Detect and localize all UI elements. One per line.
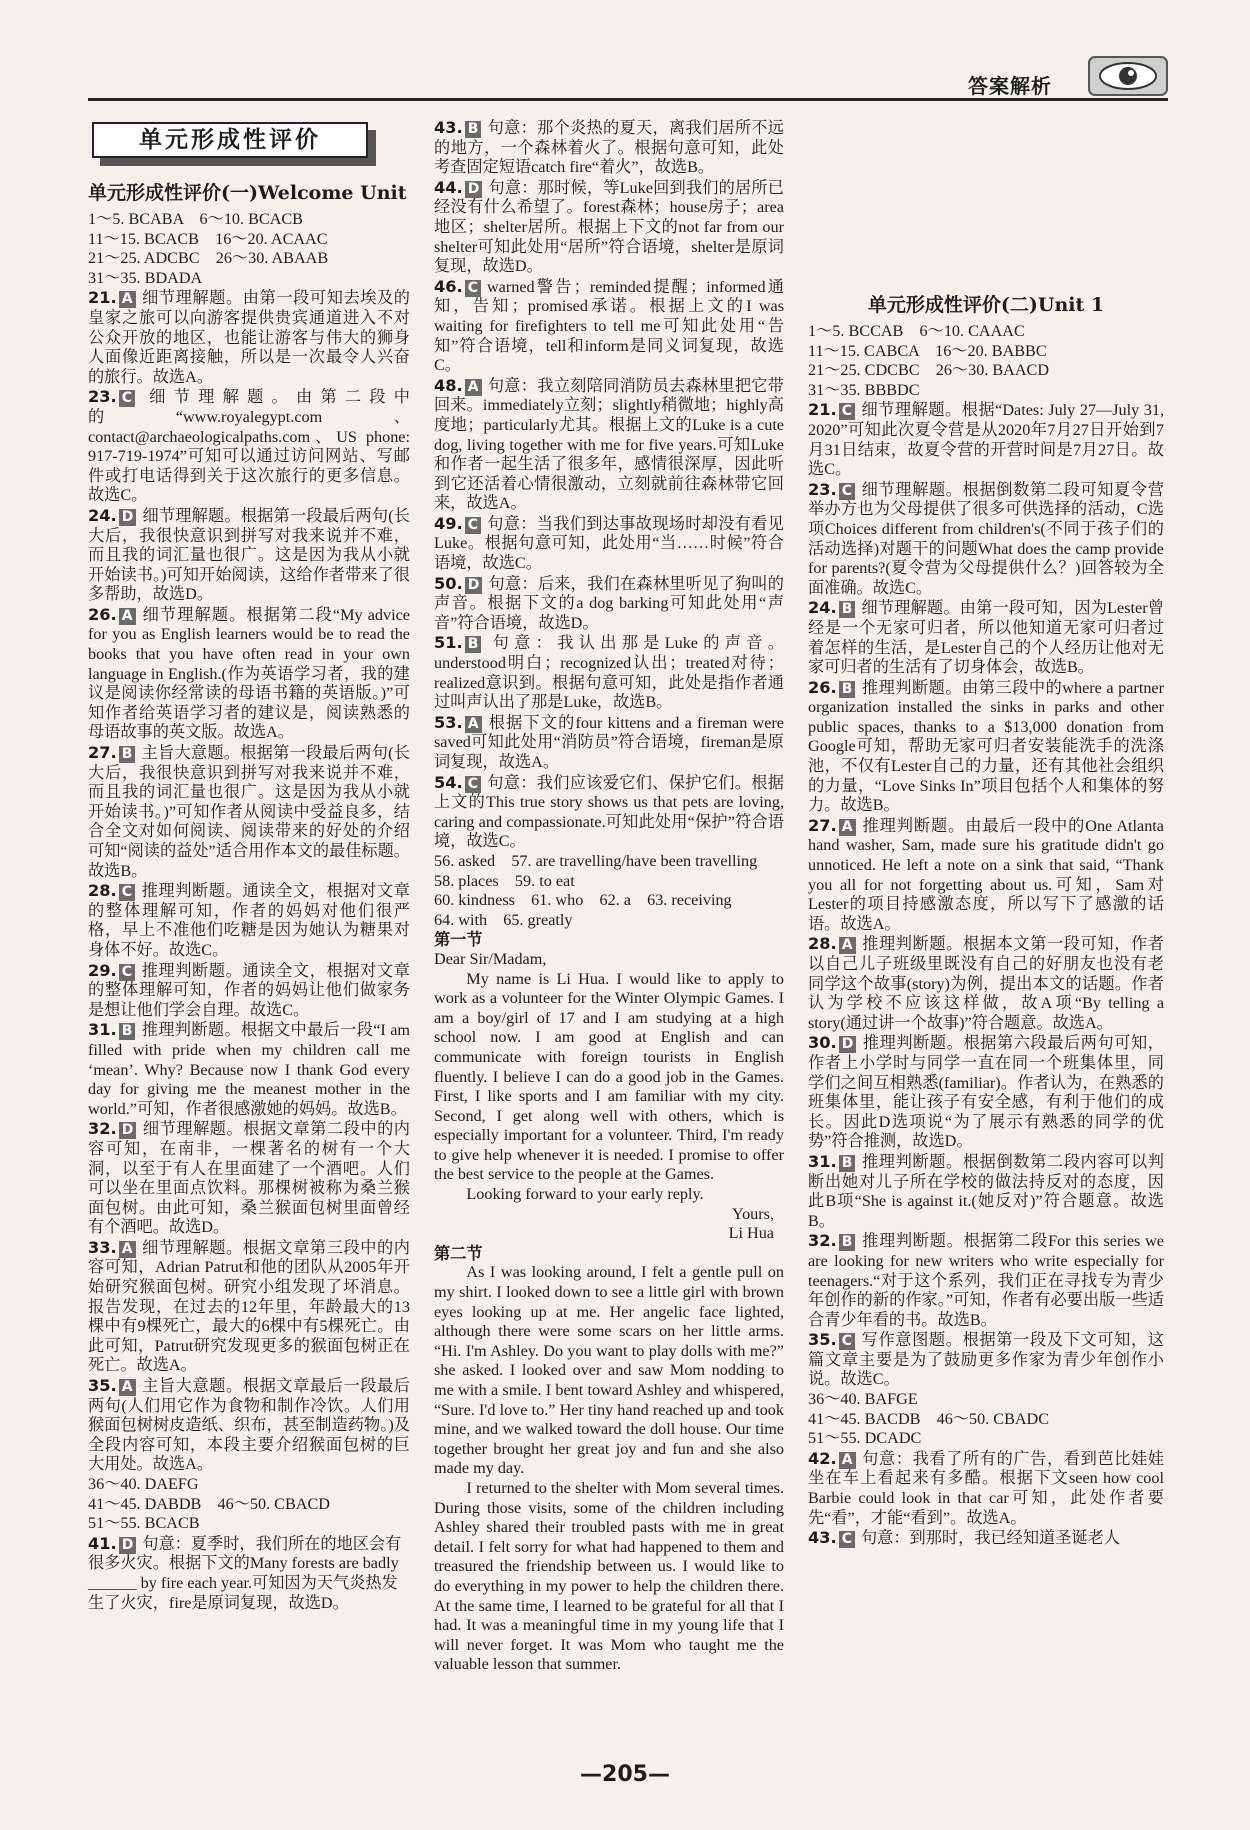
explanation-text: 推理判断题。由最后一段中的One Atlanta hand washer, Sam, made sure his gratitude didn't go unnoticed. He left a note on a sink that said, “Thank you all for not forgetting about us.可知，Sam对Lester的项目持感激态度，所以写下了感激的话语。故选A。	[808, 816, 1164, 933]
explanation-text: 细节理解题。根据“Dates: July 27—July 31, 2020”可知此次夏令营是从2020年7月27日开始到7月31日结束，故夏令营的开营时间是7月27日。故选C。	[808, 401, 1164, 479]
answer-letter: C	[465, 517, 481, 534]
question-number: 28.	[808, 934, 837, 954]
question-number: 54.	[434, 772, 463, 792]
section-banner: 单元形成性评价	[92, 122, 378, 166]
explanation-item	[88, 1020, 410, 1119]
explanation-item	[434, 514, 784, 574]
question-number: 48.	[434, 375, 463, 395]
explanation-item	[434, 713, 784, 773]
question-number: 49.	[434, 513, 463, 533]
answer-line: 21～25. ADCBC 26～30. ABAAB	[88, 249, 329, 268]
answer-line: 11～15. BCACB 16～20. ACAAC	[88, 229, 328, 248]
explanation-text: 细节理解题。根据文章第三段中的内容可知，Adrian Patrut和他的团队从2005年开始研究猴面包树。研究小组发现了坏消息。报告发现，在过去的12年里，年龄最大的13棵中有9棵死亡，最大的6棵中有5棵死亡。由此可知，Patrut研究发现更多的猴面包树正在死亡。故选A。	[88, 1238, 410, 1375]
explanation-item	[88, 743, 410, 881]
question-number: 43.	[808, 1528, 837, 1548]
explanation-item	[88, 881, 410, 960]
answer-letter: A	[119, 608, 136, 625]
unit-title: 单元形成性评价(一)Welcome Unit	[88, 182, 407, 204]
column-3	[808, 118, 1164, 1549]
explanation-item	[88, 387, 410, 506]
answer-key	[808, 322, 1164, 400]
question-number: 33.	[88, 1237, 117, 1257]
answer-letter: A	[465, 716, 482, 733]
answer-letter: A	[119, 1379, 136, 1396]
answer-line: 36～40. DAEFG	[88, 1475, 199, 1493]
answer-line: 64. with 65. greatly	[434, 910, 573, 929]
question-number: 46.	[434, 276, 463, 296]
explanation-text: 句意：我认出那是Luke的声音。understood明白；recognized认出；treated对待；realized意识到。根据句意可知，此处是指作者通过叫声认出了那是Luke，故选B。	[434, 634, 784, 712]
answer-letter: D	[119, 509, 137, 526]
answer-letter: B	[119, 1023, 136, 1040]
answer-letter: A	[839, 819, 856, 836]
answer-line: 1～5. BCABA 6～10. BCACB	[88, 210, 303, 228]
answer-letter: C	[119, 884, 135, 901]
question-number: 32.	[88, 1119, 117, 1139]
answer-line: 1～5. BCCAB 6～10. CAAAC	[808, 322, 1025, 340]
question-number: 23.	[88, 387, 117, 407]
question-number: 42.	[808, 1448, 837, 1468]
answer-letter: B	[465, 636, 482, 653]
question-number: 44.	[434, 177, 463, 197]
answer-line: 51～55. DCADC	[808, 1429, 922, 1448]
explanations	[434, 118, 784, 852]
answer-line: 41～45. DABDB 46～50. CBACD	[88, 1494, 330, 1513]
letter-body: My name is Li Hua. I would like to apply to work as a volunteer for the Winter Olympic Games. I am a boy/girl of 17 and I am studying at a high school now. I am good at English and can communicate with foreign tourists in English fluently. I believe I can do a good job in the Games. First, I like sports and I am familiar with my city. Second, I get along well with others, which is especially important for a volunteer. Third, I'm ready to give help whenever it is needed. I promise to offer the best service to the people at the Games.	[434, 969, 784, 1184]
answer-letter: B	[465, 121, 482, 138]
answer-letter: B	[839, 601, 856, 618]
question-number: 21.	[808, 400, 837, 420]
page-number: —205—	[580, 1762, 670, 1787]
answer-letter: A	[839, 937, 856, 954]
question-number: 35.	[88, 1376, 117, 1396]
explanation-text: warned警告；reminded提醒；informed通知，告知；promised承诺。根据上文的I was waiting for firefighters to tell me可知此处用“告知”符合语境，tell和inform是同义词复现，故选C。	[434, 277, 784, 375]
answer-letter: D	[839, 1036, 857, 1053]
answer-key	[434, 852, 784, 930]
explanation-text: 细节理解题。根据第一段最后两句(长大后，我很快意识到拼写对我来说并不难，而且我的词汇量也很广。这是因为我从小就开始读书。)可知开始阅读，这给作者带来了很多帮助，故选D。	[88, 506, 410, 604]
explanation-item	[88, 1376, 410, 1475]
answer-letter: C	[839, 1333, 855, 1350]
question-number: 21.	[88, 288, 117, 308]
answer-letter: D	[465, 577, 483, 594]
answer-key	[88, 1475, 410, 1534]
answer-letter: C	[839, 483, 855, 500]
explanation-item	[434, 178, 784, 277]
explanation-item	[808, 1449, 1164, 1528]
explanation-item	[434, 773, 784, 852]
answer-line: 41～45. BACDB 46～50. CBADC	[808, 1409, 1050, 1428]
answer-letter: C	[839, 403, 855, 420]
question-number: 26.	[808, 677, 837, 697]
explanation-item	[808, 934, 1164, 1033]
letter-salutation: Dear Sir/Madam,	[434, 949, 547, 968]
explanation-item	[808, 598, 1164, 677]
section-label: 第一节	[434, 930, 483, 950]
explanations	[808, 1449, 1164, 1549]
answer-letter: D	[465, 181, 483, 198]
explanation-text: 根据下文的four kittens and a fireman were saved可知此处用“消防员”符合语境，fireman是原词复现，故选A。	[434, 713, 784, 771]
explanation-text: 句意：我看了所有的广告，看到芭比娃娃坐在车上看起来有多酷。根据下文seen how cool Barbie could look in that car可知，此处作者要先“看”，才能“看到”。故选A。	[808, 1449, 1164, 1527]
answer-letter: D	[119, 1122, 137, 1139]
explanation-item	[88, 506, 410, 605]
letter-closing: Looking forward to your early reply.	[466, 1185, 704, 1204]
explanation-item	[88, 288, 410, 387]
explanation-item	[808, 1152, 1164, 1231]
explanations	[88, 288, 410, 1475]
answer-line: 60. kindness 61. who 62. a 63. receiving	[434, 891, 732, 910]
explanation-text: 主旨大意题。根据第一段最后两句(长大后，我很快意识到拼写对我来说并不难，而且我的词汇量也很广。这是因为我从小就开始读书。)”可知作者从阅读中受益良多，结合全文对如何阅读、阅读带来的好处的介绍可知“阅读的益处”适合用作本文的最佳标题。故选B。	[88, 744, 410, 880]
answer-letter: A	[119, 291, 136, 308]
explanation-item	[808, 1528, 1164, 1549]
explanation-item	[808, 816, 1164, 935]
question-number: 24.	[88, 505, 117, 525]
explanation-text: 推理判断题。根据本文第一段可知，作者以自己儿子班级里既没有自己的好朋友也没有老同学这个故事(story)为例，提出本文的话题。作者认为学校不应该这样做，故A项“By telling a story(通过讲一个故事)”符合题意。故选A。	[808, 935, 1164, 1032]
explanation-item	[434, 574, 784, 634]
explanation-item	[88, 1238, 410, 1376]
explanation-item	[88, 1119, 410, 1238]
answer-letter: C	[119, 390, 135, 407]
explanation-item	[434, 277, 784, 376]
answer-line: 21～25. CDCBC 26～30. BAACD	[808, 361, 1050, 380]
question-number: 29.	[88, 960, 117, 980]
answer-letter: A	[465, 379, 482, 396]
letter-signoff: Yours,	[732, 1204, 774, 1223]
explanation-text: 细节理解题。由第一段可知，因为Lester曾经是一个无家可归者，所以他知道无家可归者过着怎样的生活，是Lester自己的个人经历让他对无家可归者的生活有了切身体会，故选B。	[808, 599, 1164, 677]
explanation-text: 句意：我们应该爱它们、保护它们。根据上文的This true story shows us that pets are loving, caring and compassionate.可知此处用“保护”符合语境，故选C。	[434, 773, 784, 851]
explanation-text: 推理判断题。根据第六段最后两句可知，作者上小学时与同学一直在同一个班集体里，同学们之间互相熟悉(familiar)。作者认为，在熟悉的班集体里，能让孩子有安全感，有利于他们的成长。因此D选项说“为了展示有熟悉的同学的优势”符合推测，故选D。	[808, 1034, 1164, 1151]
answer-line: 51～55. BCACB	[88, 1514, 200, 1533]
header-label: 答案解析	[968, 74, 1052, 98]
eye-logo-icon	[1088, 56, 1168, 96]
explanation-text: 推理判断题。由第三段中的where a partner organization installed the sinks in parks and other public spaces, thanks to a $13,000 donation from Google可知，帮助无家可归者安装能洗手的洗涤池，不仅有Lester自己的力量，还有其他社会组织的力量，“Love Sinks In”项目包括个人和集体的努力。故选B。	[808, 678, 1164, 815]
explanation-item	[808, 1330, 1164, 1390]
answer-letter: A	[839, 1452, 856, 1469]
question-number: 24.	[808, 598, 837, 618]
answer-line: 56. asked 57. are travelling/have been travelling 58. places 59. to eat	[434, 851, 774, 890]
explanation-item	[808, 678, 1164, 816]
answer-line: 11～15. CABCA 16～20. BABBC	[808, 341, 1047, 360]
answer-line: 31～35. BDADA	[88, 268, 203, 287]
question-number: 51.	[434, 633, 463, 653]
explanation-item	[808, 400, 1164, 479]
explanation-text: 句意：到那时，我已经知道圣诞老人	[860, 1529, 1120, 1548]
answer-line: 31～35. BBBDC	[808, 380, 920, 399]
explanation-item	[88, 961, 410, 1021]
answer-letter: B	[839, 1155, 856, 1172]
explanation-text: 句意：那时候，等Luke回到我们的居所已经没有什么希望了。forest森林；house房子；area地区；shelter居所。根据上下文的not far from our shelter可知此处用“居所”符合语境，shelter是原词复现，故选D。	[434, 178, 784, 276]
explanation-text: 推理判断题。根据第二段For this series we are looking for new writers who write especially for teenagers.“对于这个系列，我们正在寻找专为青少年创作的新的作家。”可知，作者有必要出版一些适合青少年看的书。故选B。	[808, 1232, 1164, 1329]
question-number: 23.	[808, 479, 837, 499]
answer-letter: B	[839, 681, 856, 698]
answer-letter: C	[119, 964, 135, 981]
explanation-item	[808, 1033, 1164, 1152]
question-number: 50.	[434, 573, 463, 593]
explanations	[808, 400, 1164, 1390]
answer-letter: C	[465, 280, 481, 297]
answer-line: 36～40. BAFGE	[808, 1390, 918, 1409]
column-1	[88, 118, 410, 1613]
explanation-item	[434, 633, 784, 712]
explanation-item	[434, 376, 784, 514]
explanation-item	[808, 1231, 1164, 1330]
question-number: 43.	[434, 118, 463, 137]
explanation-text: 句意：后来，我们在森林里听见了狗叫的声音。根据下文的a dog barking可知此处用“声音”符合语境，故选D。	[434, 574, 784, 632]
explanation-text: 主旨大意题。根据文章最后一段最后两句(人们用它作为食物和制作冷饮。人们用猴面包树树皮造纸、织布，甚至制造药物。)及全段内容可知，本段主要介绍猴面包树的巨大用处。故选A。	[88, 1377, 410, 1474]
explanation-text: 写作意图题。根据第一段及下文可知，这篇文章主要是为了鼓励更多作家为青少年创作小说。故选C。	[808, 1331, 1164, 1389]
question-number: 32.	[808, 1231, 837, 1251]
explanation-text: 句意：当我们到达事故现场时却没有看见Luke。根据句意可知，此处用“当……时候”符合语境，故选C。	[434, 514, 784, 573]
explanation-item	[808, 480, 1164, 599]
answer-letter: B	[839, 1234, 856, 1251]
question-number: 30.	[808, 1033, 837, 1053]
section-label: 第二节	[434, 1243, 483, 1263]
question-number: 27.	[808, 815, 837, 835]
question-number: 26.	[88, 604, 117, 624]
explanation-item	[434, 118, 784, 178]
answer-letter: C	[465, 776, 481, 793]
explanation-text: 细节理解题。由第二段中的“www.royalegypt.com、contact@archaeologicalpaths.com、US phone: 917-719-1974”可知可以通过访问网站、写邮件或打电话得到关于这次旅行的更多信息。故选C。	[88, 388, 410, 505]
answer-key	[88, 210, 410, 288]
question-number: 53.	[434, 712, 463, 732]
letter-name: Li Hua	[728, 1224, 774, 1243]
answer-key	[808, 1390, 1164, 1449]
question-number: 31.	[88, 1020, 117, 1040]
explanation-text: 细节理解题。由第一段可知去埃及的皇家之旅可以向游客提供贵宾通道进入不对公众开放的地区，也能让游客与伟大的狮身人面像近距离接触，所以是一次最令人兴奋的旅行。故选A。	[88, 289, 410, 386]
story-paragraph: I returned to the shelter with Mom several times. During those visits, some of the children including Ashley shared their troubled pasts with me in great detail. I felt sorry for what had happened to them and treasured the friendship between us. I would like to do everything in my power to help the children there. At the same time, I learned to be grateful for all that I had. It was a meaningful time in my young life that I will never forget. It was Mom who taught me the valuable lesson that summer.	[434, 1478, 784, 1674]
explanation-text: 推理判断题。根据文中最后一段“I am filled with pride when my children call me ‘mean’. Why? Because now I thank God every day for giving me the meanest mother in the world.”可知，作者很感激她的妈妈。故选B。	[88, 1021, 410, 1118]
answer-letter: A	[119, 1241, 136, 1258]
explanation-text: 细节理解题。根据第二段“My advice for you as English learners would be to read the books that you have often read in your own language in English.(作为英语学习者，我的建议是阅读你经常读的母语书籍的英语版。)”可知作者给英语学习者的建议是，阅读熟悉的母语故事的英文版。故选A。	[88, 605, 410, 742]
column-2	[434, 118, 784, 1675]
explanation-text: 推理判断题。通读全文，根据对文章的整体理解可知，作者的妈妈对他们很严格，早上不准他们吃糖是因为她认为糖果对身体不好。故选C。	[88, 882, 410, 959]
answer-letter: C	[839, 1531, 855, 1548]
explanation-text: 细节理解题。根据倒数第二段可知夏令营举办方也为父母提供了很多可供选择的活动，C选项Choices different from children's(不同于孩子们的活动选择)对题干的问题What does the camp provide for parents?(夏令营为父母提供什么？)回答较为全面准确。故选C。	[808, 480, 1164, 597]
question-number: 28.	[88, 881, 117, 901]
answer-letter: B	[119, 746, 136, 763]
unit-title: 单元形成性评价(二)Unit 1	[867, 294, 1105, 316]
explanation-text: 推理判断题。通读全文，根据对文章的整体理解可知，作者的妈妈让他们做家务是想让他们学会自理。故选C。	[88, 961, 410, 1019]
question-number: 31.	[808, 1151, 837, 1171]
explanation-text: 句意：我立刻陪同消防员去森林里把它带回来。immediately立刻；slightly稍微地；highly高度地；particularly尤其。根据上文的Luke is a cute dog, living together with me for five years.可知Luke和作者一起生活了很多年，感情很深厚，因此听到它还活着心情很激动，立刻就前往森林带它回来，故选A。	[434, 376, 784, 513]
explanation-text: 句意：那个炎热的夏天，离我们居所不远的地方，一个森林着火了。根据句意可知，此处考查固定短语catch fire“着火”，故选B。	[434, 119, 784, 177]
question-number: 27.	[88, 743, 117, 763]
explanation-item	[88, 605, 410, 743]
explanation-item: 41. D 句意：夏季时，我们所在的地区会有很多火灾。根据下文的Many forests are badly ______ by fire each year.可知因为天气炎热发生了火灾，fire是原词复现，故选D。	[88, 1533, 402, 1612]
question-number: 35.	[808, 1330, 837, 1350]
story-paragraph: As I was looking around, I felt a gentle pull on my shirt. I looked down to see a little girl with brown eyes looking up at me. Her angelic face lighted, although there were some scars on her little arms. “Hi. I'm Ashley. Do you want to play dolls with me?” she asked. I looked over and saw Mom nodding to me with a smile. I bent toward Ashley and whispered, “Sure. I'd love to.” Her tiny hand reached up and took mine, and we walked toward the doll house. Our time together brought her great joy and fun and she also made my day.	[434, 1263, 784, 1478]
explanation-text: 细节理解题。根据文章第二段中的内容可知，在南非，一棵著名的树有一个大洞，以至于有人在里面建了一个酒吧。人们可以坐在里面点饮料。那棵树被称为桑兰猴面包树。由此可知，桑兰猴面包树里面曾经有个酒吧。故选D。	[88, 1120, 410, 1237]
explanation-text: 推理判断题。根据倒数第二段内容可以判断出她对儿子所在学校的做法持反对的态度，因此B项“She is against it.(她反对)”符合题意。故选B。	[808, 1152, 1164, 1230]
